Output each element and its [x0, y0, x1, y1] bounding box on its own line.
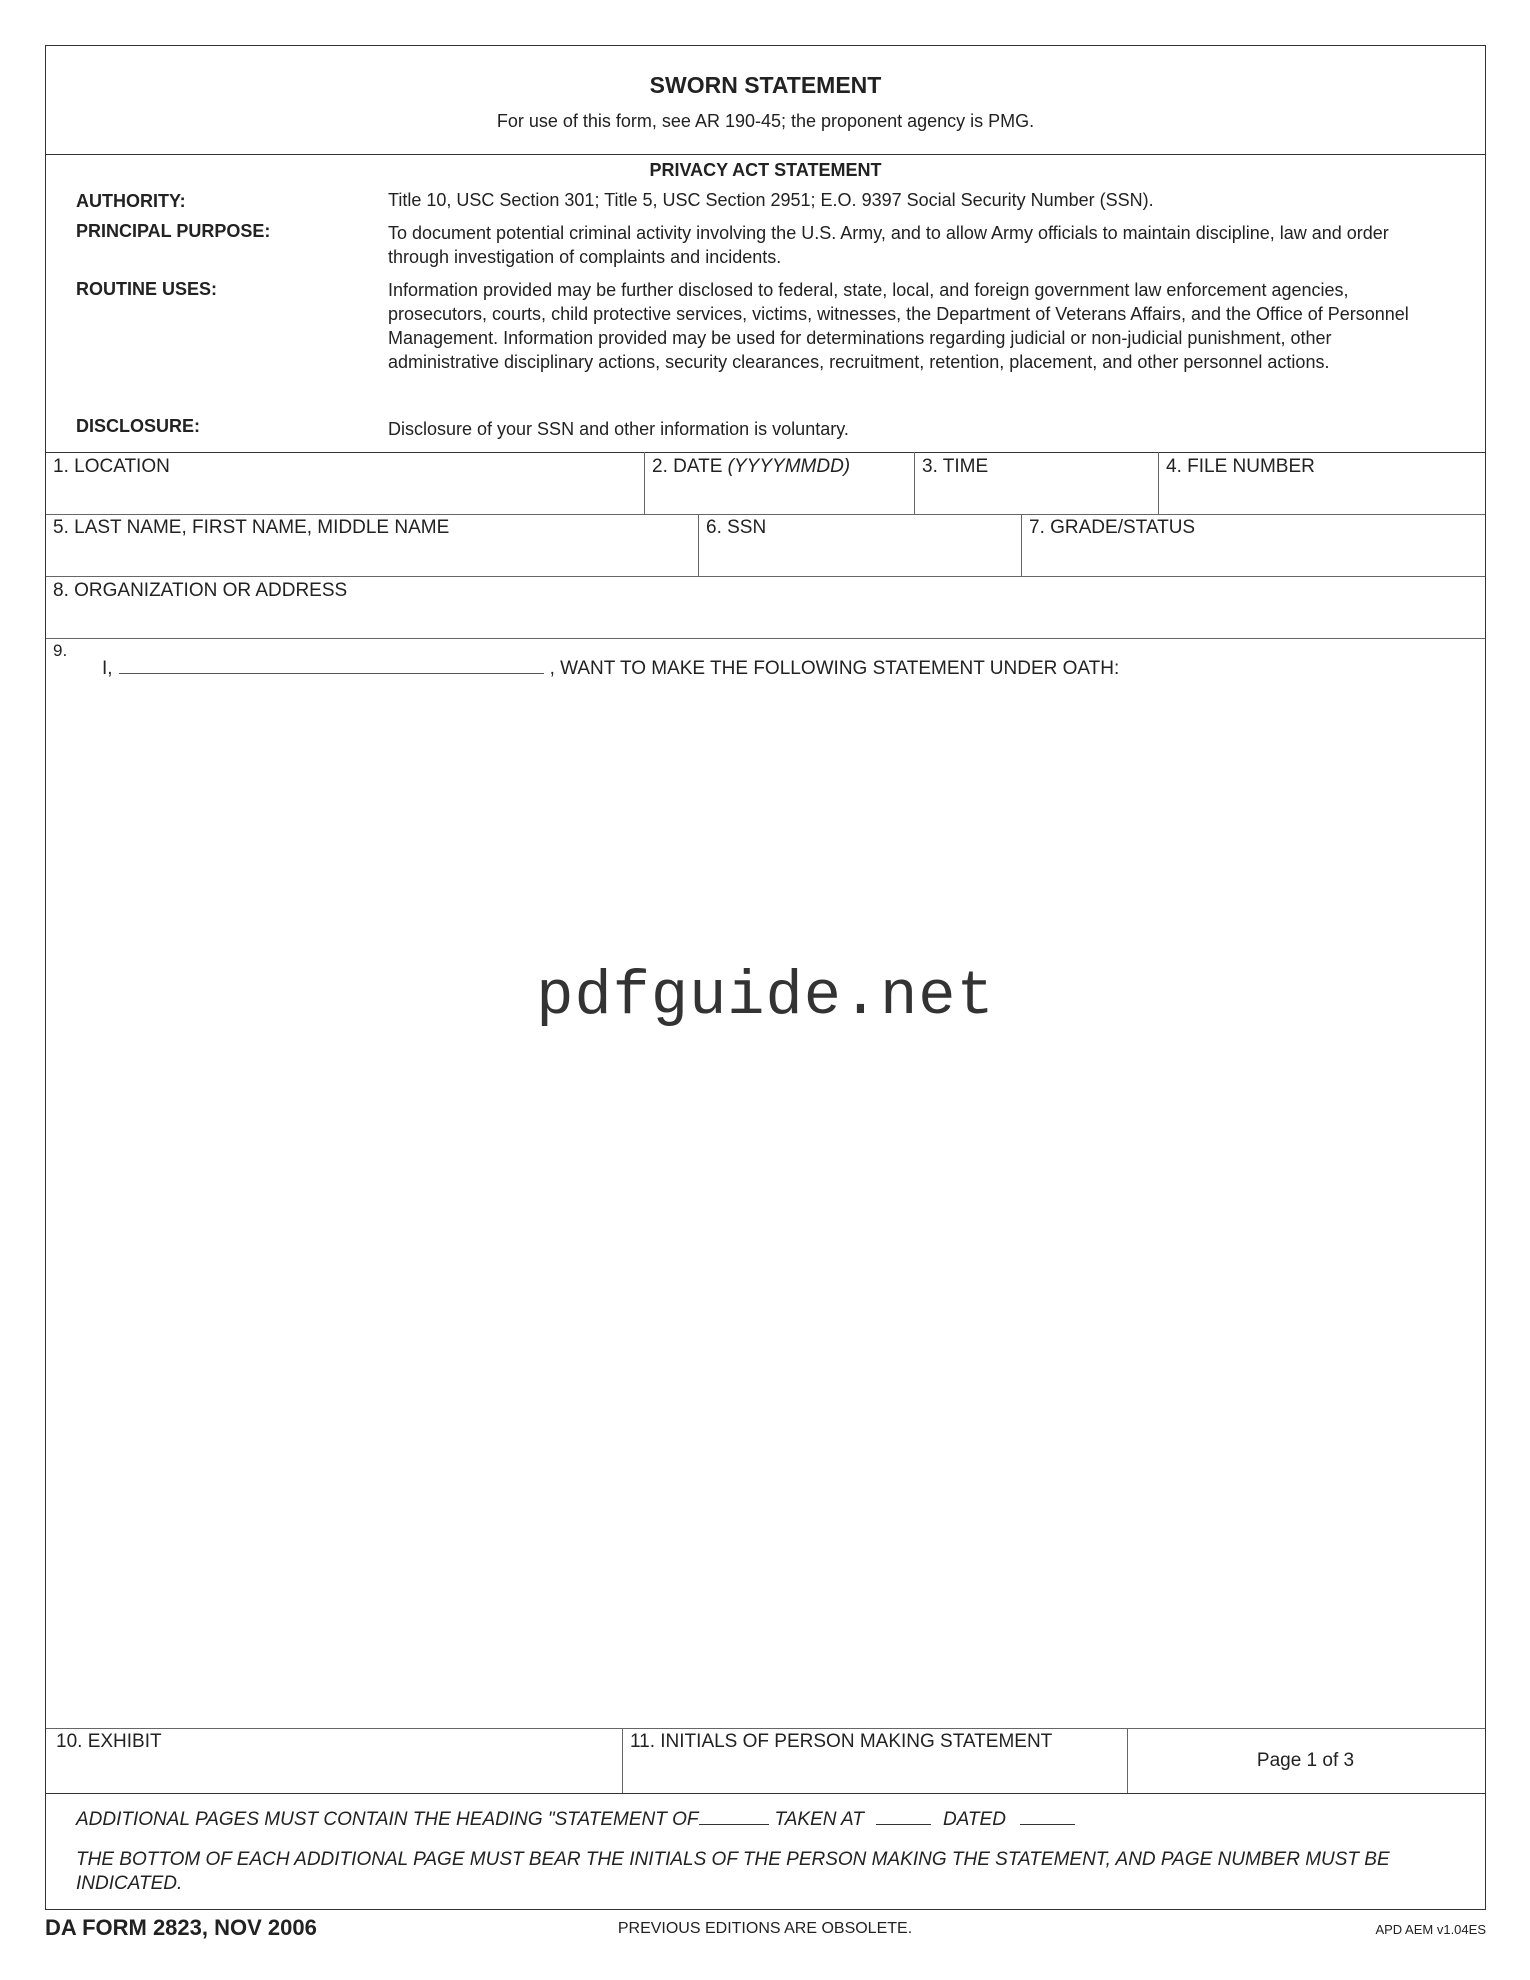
taken-at-blank	[876, 1809, 931, 1825]
grade-status-field[interactable]: 7. GRADE/STATUS	[1029, 517, 1196, 538]
file-number-field[interactable]: 4. FILE NUMBER	[1166, 456, 1315, 477]
privacy-act-heading: PRIVACY ACT STATEMENT	[649, 160, 882, 180]
divider	[46, 1793, 1485, 1794]
divider	[46, 514, 1485, 515]
obsolete-notice: PREVIOUS EDITIONS ARE OBSOLETE.	[617, 1920, 913, 1937]
bottom-page-note: THE BOTTOM OF EACH ADDITIONAL PAGE MUST BEAR THE INITIALS OF THE PERSON MAKING THE STATEMENT, AND PAGE NUMBER MUST BE INDICATED.	[76, 1849, 1390, 1894]
sworn-statement-form	[45, 45, 1486, 1910]
cell-divider	[1158, 452, 1159, 514]
statement-of-blank	[699, 1809, 769, 1825]
statement-name-blank[interactable]	[119, 656, 544, 674]
additional-pages-text-2: TAKEN AT	[774, 1809, 864, 1830]
form-identifier: DA FORM 2823, NOV 2006	[45, 1915, 317, 1940]
statement-i: I,	[102, 658, 113, 679]
statement-oath-line	[102, 656, 1119, 680]
statement-oath-text: , WANT TO MAKE THE FOLLOWING STATEMENT UNDER OATH:	[549, 658, 1120, 679]
version-label: APD AEM v1.04ES	[1375, 1922, 1486, 1937]
organization-field[interactable]: 8. ORGANIZATION OR ADDRESS	[53, 580, 348, 601]
form-title: SWORN STATEMENT	[649, 72, 882, 98]
date-format: (YYYYMMDD)	[727, 456, 851, 477]
additional-pages-text-1: ADDITIONAL PAGES MUST CONTAIN THE HEADING "STATEMENT OF	[76, 1809, 699, 1830]
purpose-label: PRINCIPAL PURPOSE:	[76, 221, 271, 241]
initials-field[interactable]: 11. INITIALS OF PERSON MAKING STATEMENT	[630, 1731, 1053, 1752]
additional-pages-note	[76, 1808, 1081, 1832]
routine-uses-text: Information provided may be further disclosed to federal, state, local, and foreign government law enforcement agencies, prosecutors, courts, child protective services, victims, witnesses, the Department of Veterans Affairs, and the Office of Personnel Management. Information provided may be used for determinations regarding judicial or non-judicial punishment, other administrative disciplinary actions, security clearances, recruitment, retention, placement, and other personnel actions.	[388, 280, 1409, 372]
cell-divider	[622, 1728, 623, 1793]
purpose-text: To document potential criminal activity involving the U.S. Army, and to allow Army officials to maintain discipline, law and order through investigation of complaints and incidents.	[388, 223, 1389, 267]
dated-blank	[1020, 1809, 1075, 1825]
form-subtitle: For use of this form, see AR 190-45; the proponent agency is PMG.	[496, 111, 1035, 131]
cell-divider	[914, 452, 915, 514]
page-number: Page 1 of 3	[1256, 1750, 1355, 1771]
watermark: pdfguide.net	[536, 961, 995, 1032]
name-field[interactable]: 5. LAST NAME, FIRST NAME, MIDDLE NAME	[53, 517, 450, 538]
exhibit-field[interactable]: 10. EXHIBIT	[56, 1731, 162, 1752]
divider	[46, 154, 1485, 155]
statement-number: 9.	[53, 641, 68, 660]
cell-divider	[1021, 514, 1022, 576]
date-label: 2. DATE	[652, 456, 728, 477]
date-field[interactable]	[652, 456, 850, 478]
additional-pages-text-3: DATED	[942, 1809, 1006, 1830]
divider	[46, 576, 1485, 577]
location-field[interactable]: 1. LOCATION	[53, 456, 170, 477]
cell-divider	[698, 514, 699, 576]
divider	[46, 638, 1485, 639]
ssn-field[interactable]: 6. SSN	[706, 517, 767, 538]
disclosure-label: DISCLOSURE:	[76, 416, 201, 436]
cell-divider	[644, 452, 645, 514]
routine-uses-label: ROUTINE USES:	[76, 279, 218, 299]
divider	[46, 1728, 1485, 1729]
authority-label: AUTHORITY:	[76, 191, 186, 211]
time-field[interactable]: 3. TIME	[922, 456, 989, 477]
statement-body[interactable]	[46, 696, 1484, 1776]
divider	[46, 452, 1485, 453]
disclosure-text: Disclosure of your SSN and other information is voluntary.	[388, 419, 849, 439]
authority-text: Title 10, USC Section 301; Title 5, USC Section 2951; E.O. 9397 Social Security Number (SSN).	[388, 190, 1154, 210]
